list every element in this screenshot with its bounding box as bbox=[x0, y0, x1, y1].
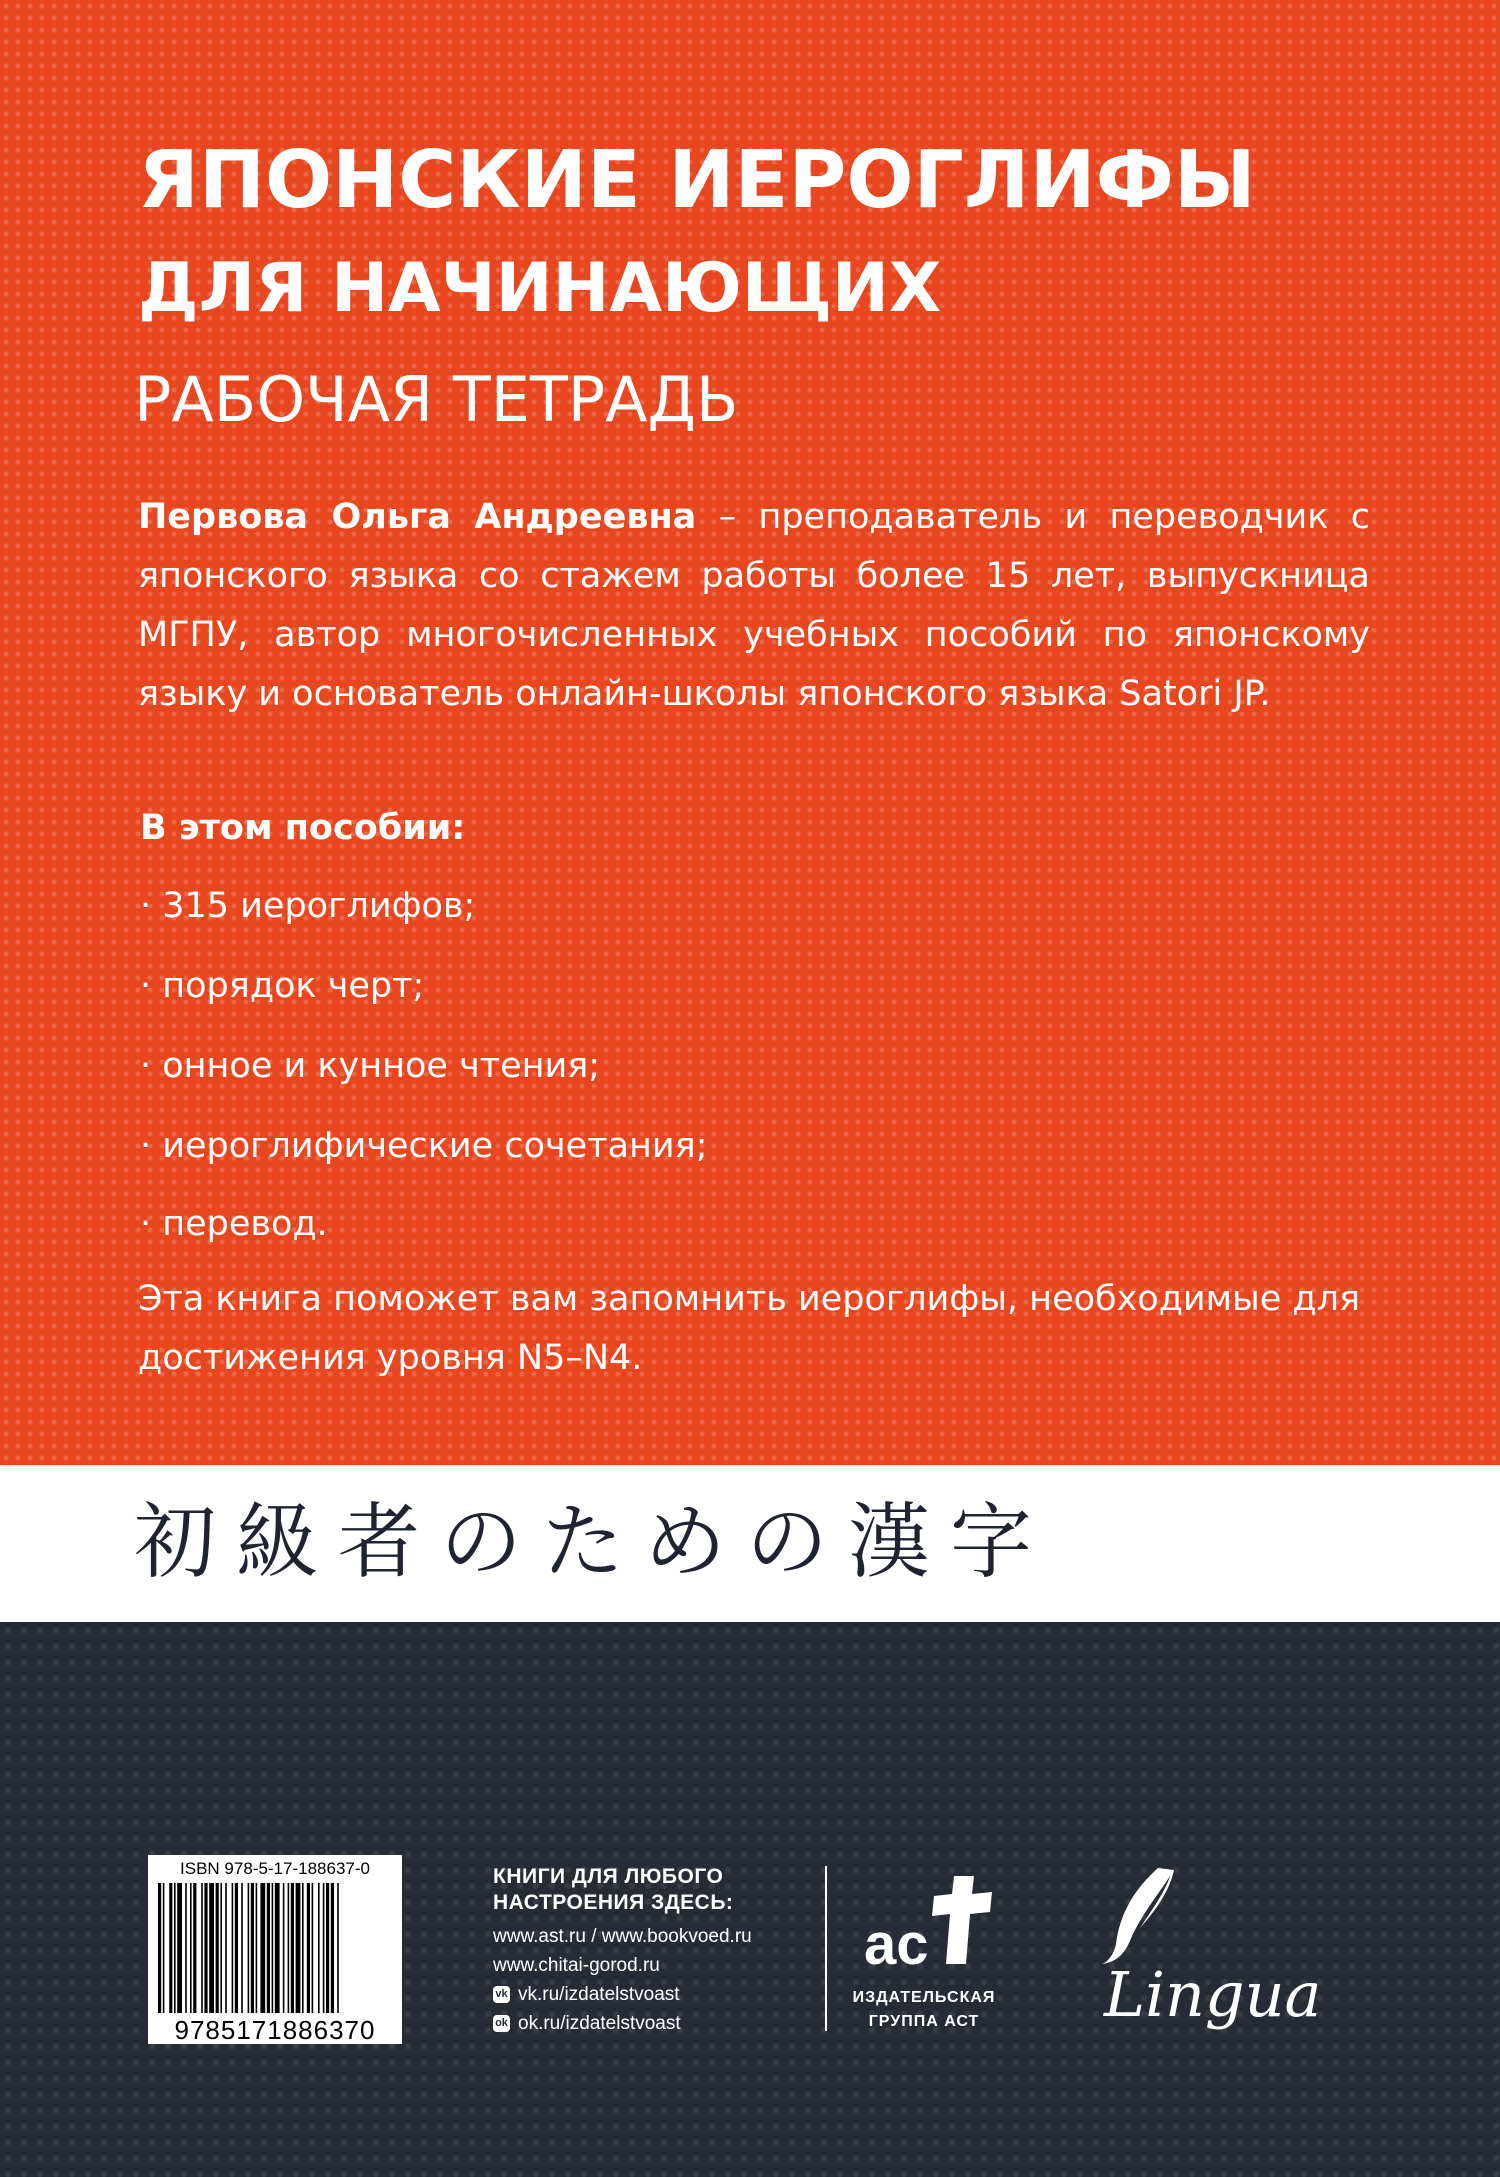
title-line-1: ЯПОНСКИЕ ИЕРОГЛИФЫ bbox=[138, 134, 1256, 226]
ok-link[interactable] bbox=[493, 2009, 752, 2038]
title-line-3: РАБОЧАЯ ТЕТРАДЬ bbox=[134, 363, 739, 436]
barcode-number: 9785171886370 bbox=[174, 2015, 376, 2045]
ast-logo-text: ac bbox=[864, 1912, 929, 1977]
ast-logo bbox=[858, 1872, 1008, 1982]
info-heading-1: КНИГИ ДЛЯ ЛЮБОГО bbox=[493, 1865, 724, 1888]
author-name: Первова Ольга Андреевна bbox=[138, 497, 697, 537]
vk-icon: vk bbox=[493, 1986, 510, 2003]
feature-item: · порядок черт; bbox=[140, 966, 425, 1006]
barcode bbox=[148, 1855, 402, 2044]
info-divider bbox=[825, 1866, 827, 2031]
info-link-2[interactable]: www.chitai-gorod.ru bbox=[493, 1955, 660, 1976]
author-bio-text: – преподаватель и переводчик с японского языка со стажем работы более 15 лет, выпускница МГПУ, автор многочисленных учебных пособий по японскому языку и основатель онлайн-школы японского языка Satori JP. bbox=[138, 497, 1370, 714]
ast-caption bbox=[834, 1986, 1014, 2034]
feature-item: · иероглифические сочетания; bbox=[140, 1126, 708, 1166]
lingua-logo: Lingua bbox=[1104, 1958, 1322, 2031]
closing-text: Эта книга поможет вам запомнить иероглифы, необходимые для достижения уровня N5–N4. bbox=[138, 1279, 1360, 1378]
ok-text: ok.ru/izdatelstvoast bbox=[518, 2013, 681, 2034]
features-heading: В этом пособии: bbox=[140, 808, 466, 848]
japanese-title: 初級者のための漢字 bbox=[134, 1495, 1053, 1590]
ast-caption-2: ГРУППА АСТ bbox=[868, 2013, 980, 2030]
feature-item: · онное и кунное чтения; bbox=[140, 1046, 601, 1086]
isbn-label: ISBN 978-5-17-188637-0 bbox=[180, 1859, 370, 1878]
vk-text: vk.ru/izdatelstvoast bbox=[518, 1984, 680, 2005]
ast-caption-1: ИЗДАТЕЛЬСКАЯ bbox=[852, 1989, 996, 2006]
vk-link[interactable] bbox=[493, 1980, 752, 2009]
ok-icon: ok bbox=[493, 2015, 510, 2032]
feature-item: · 315 иероглифов; bbox=[140, 886, 476, 926]
publisher-info bbox=[493, 1864, 752, 2038]
feature-item: · перевод. bbox=[140, 1204, 328, 1244]
ast-cross-icon bbox=[932, 1876, 992, 1964]
author-bio bbox=[138, 488, 1370, 724]
title-line-2: ДЛЯ НАЧИНАЮЩИХ bbox=[138, 249, 942, 328]
barcode-bars bbox=[158, 1883, 392, 2013]
lingua-feather-icon bbox=[1098, 1866, 1188, 1966]
info-link-1[interactable]: www.ast.ru / www.bookvoed.ru bbox=[493, 1926, 752, 1947]
info-heading-2: НАСТРОЕНИЯ ЗДЕСЬ: bbox=[493, 1891, 734, 1914]
